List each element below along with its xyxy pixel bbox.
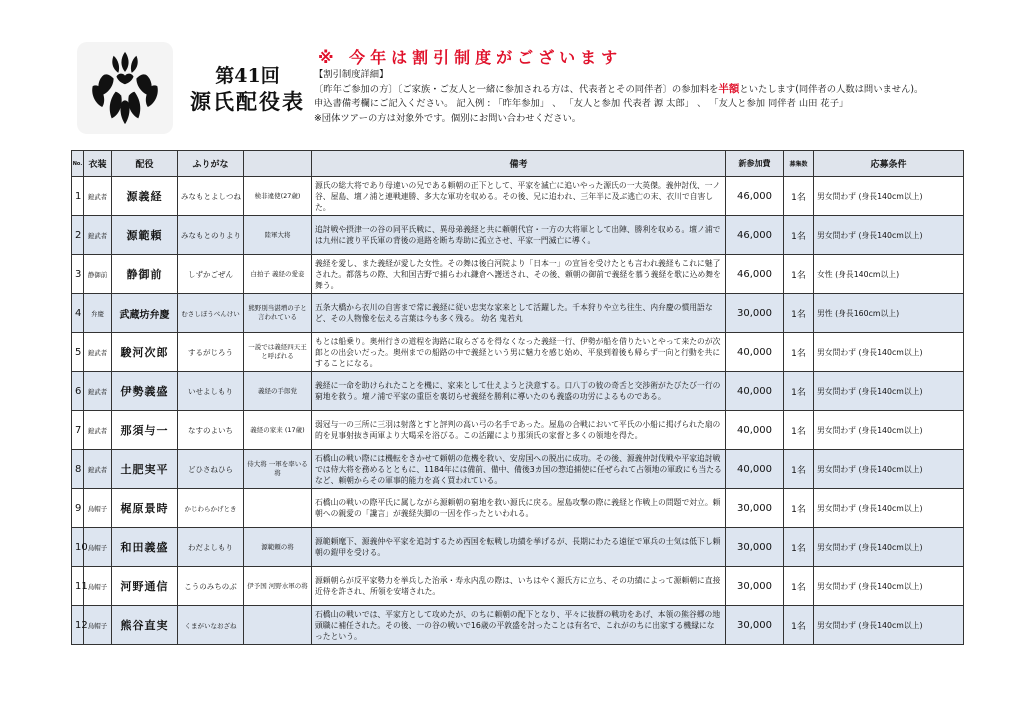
- cell-title: 検非違使(27歳): [244, 177, 312, 216]
- cell-fee: 30,000: [726, 294, 784, 333]
- cell-furigana: むさしぼうべんけい: [178, 294, 244, 333]
- cell-title: [244, 489, 312, 528]
- cell-role: 伊勢義盛: [112, 372, 178, 411]
- table-row: [72, 450, 964, 489]
- cell-costume: 鎧武者: [84, 372, 112, 411]
- cell-title: 侍大将 一軍を率いる将: [244, 450, 312, 489]
- cell-title: 熊野別当湛増の子と言われている: [244, 294, 312, 333]
- cell-title: 義経の手郎党: [244, 372, 312, 411]
- cell-remarks: 義経を愛し、また義経が愛した女性。その舞は後白河院より「日本一」の宣旨を受けたとも言われ義経もこれに魅了された。都落ちの際、大和国吉野で捕らわれ鎌倉へ護送され、その後、頼朝の御前で義経を慕う義経を歌に込め舞を舞う。: [312, 255, 726, 294]
- half-price-highlight: 半額: [718, 83, 740, 96]
- header-no: No.: [72, 151, 84, 177]
- cell-no: 1: [72, 177, 84, 216]
- cell-role: 和田義盛: [112, 528, 178, 567]
- cell-title: 一説では義経四天王と呼ばれる: [244, 333, 312, 372]
- cell-no: 8: [72, 450, 84, 489]
- cell-remarks: 石橋山の戦いでは、平家方として攻めたが、のちに頼朝の配下となり、平々に抜群の戦功をあげ、本領の熊谷郷の地頭職に補任された。その後、一の谷の戦いで16歳の平敦盛を討ったことは有名で、これがのちに出家する機縁になったという。: [312, 606, 726, 645]
- cell-furigana: くまがいなおざね: [178, 606, 244, 645]
- cell-remarks: 源範頼麾下、源義仲や平家を追討するため西国を転戦し功績を挙げるが、長期にわたる遠征で軍兵の士気は低下し頼朝の鎧甲を受ける。: [312, 528, 726, 567]
- cell-conditions: 男女問わず (身長140cm以上): [814, 411, 964, 450]
- edition-number: 第41回: [215, 65, 280, 87]
- cell-remarks: 追討戦や摂津一の谷の同平氏戦に、異母弟義経と共に頼朝代官・一方の大将軍として出陣、勝利を収める。壇ノ浦では九州に渡り平氏軍の背後の退路を断ち寿助に孤立させ、平家一門滅亡に導く。: [312, 216, 726, 255]
- cell-no: 11: [72, 567, 84, 606]
- cell-fee: 46,000: [726, 177, 784, 216]
- event-title: [190, 64, 305, 116]
- cell-furigana: するがじろう: [178, 333, 244, 372]
- cell-fee: 40,000: [726, 333, 784, 372]
- table-row: [72, 255, 964, 294]
- cell-count: 1名: [784, 489, 814, 528]
- cell-conditions: 男女問わず (身長140cm以上): [814, 606, 964, 645]
- header-role: 配役: [112, 151, 178, 177]
- cell-fee: 40,000: [726, 450, 784, 489]
- notice-label: 【割引制度詳細】: [314, 69, 389, 80]
- notice-line-1-pre: 〔昨年ご参加の方〕〔ご家族・ご友人と一緒に参加される方は、代表者とその同伴者〕の参加料を: [314, 84, 719, 96]
- cell-furigana: なすのよいち: [178, 411, 244, 450]
- cell-role: 静御前: [112, 255, 178, 294]
- cell-count: 1名: [784, 255, 814, 294]
- cell-conditions: 女性 (身長140cm以上): [814, 255, 964, 294]
- cell-role: 那須与一: [112, 411, 178, 450]
- cell-conditions: 男女問わず (身長140cm以上): [814, 528, 964, 567]
- header-count: 募集数: [784, 151, 814, 177]
- cell-costume: 静御前: [84, 255, 112, 294]
- notice-line-1-post: といたします(同伴者の人数は問いません)。: [739, 84, 924, 96]
- cell-costume: 鎧武者: [84, 411, 112, 450]
- table-row: [72, 528, 964, 567]
- cell-count: 1名: [784, 411, 814, 450]
- cell-count: 1名: [784, 177, 814, 216]
- cell-conditions: 男女問わず (身長140cm以上): [814, 177, 964, 216]
- cell-role: 源義経: [112, 177, 178, 216]
- table-row: [72, 372, 964, 411]
- table-row: [72, 177, 964, 216]
- notice-line-3: ※団体ツアーの方は対象外です。個別にお問い合わせください。: [314, 112, 582, 124]
- table-row: [72, 294, 964, 333]
- cell-fee: 40,000: [726, 411, 784, 450]
- cell-furigana: みなもとのりより: [178, 216, 244, 255]
- cell-costume: 烏帽子: [84, 489, 112, 528]
- table-header-row: [72, 151, 964, 177]
- cell-title: [244, 606, 312, 645]
- cell-title: 伊予国 河野水軍の将: [244, 567, 312, 606]
- cell-remarks: 石橋山の戦い際には機転をきかせて頼朝の危機を救い、安房国への脱出に成功。その後、源義仲討伐戦や平家追討戦では侍大将を務めるとともに、1184年には備前、備中、備後3カ国の惣追捕使に任ぜられて占領地の軍政にも当たるなど、頼朝からその軍事的能力を高く買われている。: [312, 450, 726, 489]
- cell-fee: 46,000: [726, 216, 784, 255]
- cell-title: 白拍子 義経の愛妾: [244, 255, 312, 294]
- cell-no: 10: [72, 528, 84, 567]
- cell-title: 源範頼の将: [244, 528, 312, 567]
- cell-fee: 30,000: [726, 606, 784, 645]
- cell-costume: 烏帽子: [84, 567, 112, 606]
- header-fee: 新参加費: [726, 151, 784, 177]
- cell-no: 6: [72, 372, 84, 411]
- cell-furigana: かじわらかげとき: [178, 489, 244, 528]
- cell-remarks: もとは船乗り。奥州行きの道程を海路に取らざるを得なくなった義経一行、伊勢が船を借りたいとやって来たのが次郎との出会いだった。奥州までの船路の中で義経という男に魅力を感じ始め、平泉到着後も帰らず一向と行動を共にすることになる。: [312, 333, 726, 372]
- cell-no: 7: [72, 411, 84, 450]
- cell-no: 9: [72, 489, 84, 528]
- cell-furigana: しずかごぜん: [178, 255, 244, 294]
- table-row: [72, 567, 964, 606]
- cell-costume: 弁慶: [84, 294, 112, 333]
- cell-role: 河野通信: [112, 567, 178, 606]
- cast-table: [71, 150, 964, 645]
- cell-furigana: どひさねひら: [178, 450, 244, 489]
- cell-no: 5: [72, 333, 84, 372]
- sasarindo-crest-icon: [86, 50, 164, 126]
- cell-costume: 烏帽子: [84, 528, 112, 567]
- cell-role: 駿河次郎: [112, 333, 178, 372]
- cell-remarks: 弱冠与一の三所に三羽は射落とすと評判の高い弓の名手であった。屋島の合戦において平氏の小船に掲げられた扇の的を見事射抜き両軍より大喝采を浴びる。この活躍により那須氏の家督と多くの領地を得た。: [312, 411, 726, 450]
- cell-role: 梶原景時: [112, 489, 178, 528]
- cell-costume: 鎧武者: [84, 216, 112, 255]
- cell-conditions: 男性 (身長160cm以上): [814, 294, 964, 333]
- cell-furigana: みなもとよしつね: [178, 177, 244, 216]
- notice-line-2: 申込書備考欄にご記入ください。 記入例 : 「昨年参加」 、 「友人と参加 代表者 源 太郎」 、 「友人と参加 同伴者 山田 花子」: [314, 98, 849, 110]
- cell-fee: 30,000: [726, 528, 784, 567]
- cell-count: 1名: [784, 294, 814, 333]
- header-conditions: 応募条件: [814, 151, 964, 177]
- cell-fee: 40,000: [726, 372, 784, 411]
- cell-role: 土肥実平: [112, 450, 178, 489]
- cell-no: 12: [72, 606, 84, 645]
- header-costume: 衣装: [84, 151, 112, 177]
- cell-conditions: 男女問わず (身長140cm以上): [814, 450, 964, 489]
- cell-fee: 30,000: [726, 567, 784, 606]
- cell-costume: 鎧武者: [84, 177, 112, 216]
- table-row: [72, 411, 964, 450]
- cell-no: 3: [72, 255, 84, 294]
- cell-conditions: 男女問わず (身長140cm以上): [814, 216, 964, 255]
- discount-notice-title: ※ 今年は割引制度がございます: [318, 48, 623, 67]
- cell-costume: 鎧武者: [84, 450, 112, 489]
- cell-role: 源範頼: [112, 216, 178, 255]
- cell-role: 武蔵坊弁慶: [112, 294, 178, 333]
- cell-furigana: わだよしもり: [178, 528, 244, 567]
- cell-count: 1名: [784, 450, 814, 489]
- cell-furigana: こうのみちのぶ: [178, 567, 244, 606]
- cell-costume: 鎧武者: [84, 333, 112, 372]
- cell-title: 義経の家来 (17歳): [244, 411, 312, 450]
- cell-remarks: 石橋山の戦いの際平氏に属しながら源頼朝の窮地を救い源氏に戻る。屋島攻撃の際に義経と作戦上の問題で対立。頼朝への親愛の「讒言」が義経失脚の一因を作ったといわれる。: [312, 489, 726, 528]
- cell-role: 熊谷直実: [112, 606, 178, 645]
- genji-crest-logo: [77, 42, 173, 134]
- table-row: [72, 606, 964, 645]
- header-title: [244, 151, 312, 177]
- cell-count: 1名: [784, 372, 814, 411]
- table-row: [72, 333, 964, 372]
- cell-fee: 30,000: [726, 489, 784, 528]
- header-remarks: 備考: [312, 151, 726, 177]
- cell-fee: 46,000: [726, 255, 784, 294]
- cell-count: 1名: [784, 567, 814, 606]
- table-row: [72, 489, 964, 528]
- cast-list-title: 源氏配役表: [190, 89, 305, 114]
- table-row: [72, 216, 964, 255]
- cell-count: 1名: [784, 528, 814, 567]
- notice-line-1: [314, 82, 964, 97]
- cell-remarks: 五条大橋から衣川の自害まで常に義経に従い忠実な家来として活躍した。千本狩りや立ち往生、内弁慶の慣用語など、その人物像を伝える言葉は今も多く残る。 幼名 鬼若丸: [312, 294, 726, 333]
- cell-remarks: 源頼朝らが反平家勢力を挙兵した治承・寿永内乱の際は、いちはやく源氏方に立ち、その功績によって源頼朝に直接近侍を許され、所領を安堵された。: [312, 567, 726, 606]
- cell-no: 2: [72, 216, 84, 255]
- cell-conditions: 男女問わず (身長140cm以上): [814, 567, 964, 606]
- discount-notice: [314, 68, 964, 126]
- cell-conditions: 男女問わず (身長140cm以上): [814, 333, 964, 372]
- cell-count: 1名: [784, 216, 814, 255]
- cell-count: 1名: [784, 333, 814, 372]
- cell-remarks: 義経に一命を助けられたことを機に、家来として仕えようと決意する。口八丁の彼の奇舌と交渉術がたびたび一行の窮地を救う。壇ノ浦で平家の重臣を裏切らせ義経を勝利に導いたのも義盛の功労によるものである。: [312, 372, 726, 411]
- cell-conditions: 男女問わず (身長140cm以上): [814, 489, 964, 528]
- header-furigana: ふりがな: [178, 151, 244, 177]
- cell-title: 陸軍大将: [244, 216, 312, 255]
- cell-no: 4: [72, 294, 84, 333]
- cell-count: 1名: [784, 606, 814, 645]
- cell-conditions: 男女問わず (身長140cm以上): [814, 372, 964, 411]
- cell-remarks: 源氏の総大将であり母違いの兄である頼朝の正下として、平家を滅亡に追いやった源氏の一大英傑。義仲討伐、一ノ谷、屋島、壇ノ浦と連戦連勝、多大な軍功を収める。その後、兄に追われ、三年半に及ぶ逃亡の末、衣川で自害した。: [312, 177, 726, 216]
- cell-furigana: いせよしもり: [178, 372, 244, 411]
- cell-costume: 烏帽子: [84, 606, 112, 645]
